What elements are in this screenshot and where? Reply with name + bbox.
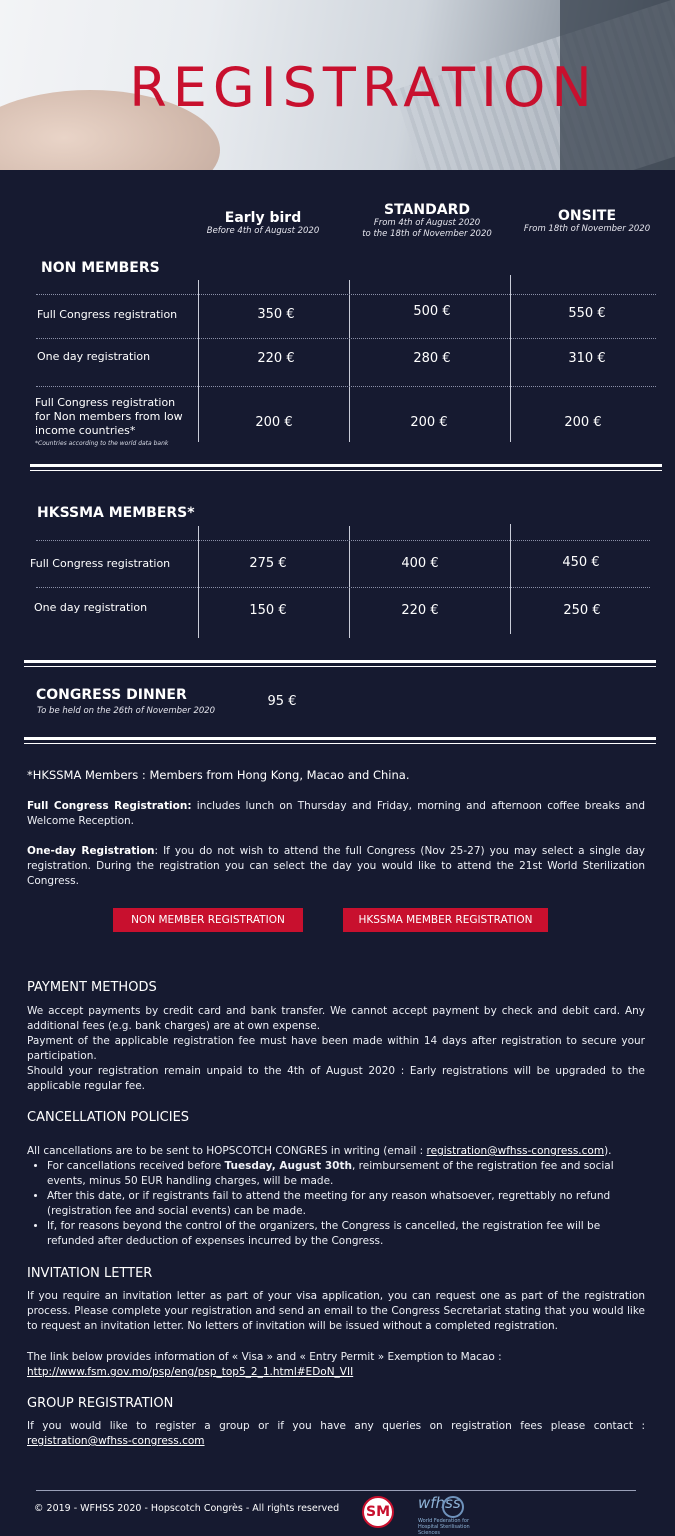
- price-early: 220 €: [257, 351, 295, 366]
- price-early: 200 €: [255, 415, 293, 430]
- wfhss-logo-circle: [442, 1496, 464, 1518]
- visa-info-link[interactable]: http://www.fsm.gov.mo/psp/eng/psp_top5_2_1.html#EDoN_VII: [27, 1366, 354, 1378]
- invitation-p1: If you require an invitation letter as part of your visa application, you can request one as part of the registration process. Please complete your registration and send an email to the Congress Secretariat stating that you would like to request an invitation letter. No letters of invitation will be issued without a completed registration.: [27, 1290, 645, 1332]
- list-item: • If, for reasons beyond the control of the organizers, the Congress is cancelled, the registration fee will be refunded after deduction of expenses incurred by the Congress.: [47, 1219, 645, 1249]
- column-divider: [349, 526, 350, 638]
- payment-p1: We accept payments by credit card and bank transfer. We cannot accept payment by check and debit card. Any additional fees (e.g. bank charges) are at own expense.: [27, 1005, 645, 1032]
- column-title: STANDARD: [384, 202, 470, 218]
- price-early: 350 €: [257, 307, 295, 322]
- group-email-link[interactable]: registration@wfhss-congress.com: [27, 1435, 205, 1447]
- invitation-link-row: [27, 1365, 645, 1380]
- price-standard: 500 €: [413, 304, 451, 319]
- page-title: REGISTRATION: [129, 56, 598, 119]
- row-note: *Countries according to the world data bank: [35, 440, 169, 447]
- price-onsite: 250 €: [563, 603, 601, 618]
- row-label-full-congress: Full Congress registration: [30, 557, 171, 570]
- hkssma-member-registration-button[interactable]: HKSSMA MEMBER REGISTRATION: [343, 908, 548, 932]
- price-onsite: 550 €: [568, 306, 606, 321]
- list-item: • After this date, or if registrants fail to attend the meeting for any reason whatsoever, regrettably no refund (registration fee and social events) can be made.: [47, 1189, 645, 1219]
- dinner-title: CONGRESS DINNER: [36, 687, 187, 703]
- wfhss-logo-subtitle: World Federation for Hospital Sterilisation Sciences: [418, 1518, 470, 1536]
- hero-banner: [0, 0, 675, 170]
- cancellation-email-link[interactable]: registration@wfhss-congress.com: [426, 1145, 605, 1157]
- column-header-early-bird: [188, 210, 338, 237]
- non-member-registration-button[interactable]: NON MEMBER REGISTRATION: [113, 908, 303, 932]
- column-header-onsite: [512, 208, 662, 235]
- section-divider: [24, 660, 656, 667]
- price-onsite: 200 €: [564, 415, 602, 430]
- full-congress-note-label: Full Congress Registration:: [27, 800, 192, 812]
- column-subtitle: From 4th of August 2020: [373, 218, 481, 228]
- wfhss-logo-icon: [418, 1494, 480, 1536]
- price-standard: 400 €: [401, 556, 439, 571]
- column-subtitle: to the 18th of November 2020: [362, 229, 492, 239]
- row-separator: [36, 540, 650, 541]
- column-header-standard: [352, 202, 502, 240]
- price-standard: 200 €: [410, 415, 448, 430]
- group-registration-title: GROUP REGISTRATION: [27, 1396, 174, 1411]
- cancellation-intro: [27, 1144, 645, 1159]
- group-registration-body: If you would like to register a group or if you have any queries on registration fees please contact :: [27, 1420, 645, 1432]
- wfhss-logo-text: wfhss: [418, 1494, 461, 1512]
- cancellation-title: CANCELLATION POLICIES: [27, 1110, 190, 1125]
- price-onsite: 310 €: [568, 351, 606, 366]
- price-standard: 280 €: [413, 351, 451, 366]
- section-divider: [30, 464, 662, 471]
- row-label-low-income: Full Congress registration for Non members from low income countries*: [35, 396, 183, 437]
- cancellation-intro-end: ).: [604, 1145, 612, 1157]
- column-title: ONSITE: [557, 208, 617, 224]
- full-congress-note: [27, 799, 645, 829]
- price-early: 275 €: [249, 556, 287, 571]
- column-divider: [349, 280, 350, 442]
- row-label-one-day: One day registration: [37, 350, 151, 363]
- row-label-full-congress: Full Congress registration: [37, 308, 178, 321]
- column-divider: [510, 275, 511, 442]
- price-onsite: 450 €: [562, 555, 600, 570]
- section-divider: [24, 737, 656, 744]
- price-standard: 220 €: [401, 603, 439, 618]
- invitation-letter-title: INVITATION LETTER: [27, 1266, 153, 1281]
- sm-logo-icon: SM: [362, 1496, 394, 1528]
- footer-copyright: © 2019 - WFHSS 2020 - Hopscotch Congrès - All rights reserved: [34, 1503, 340, 1514]
- column-subtitle: From 18th of November 2020: [523, 224, 651, 234]
- non-members-title: NON MEMBERS: [41, 260, 160, 276]
- column-divider: [198, 526, 199, 638]
- members-title: HKSSMA MEMBERS*: [37, 505, 195, 521]
- one-day-note: [27, 844, 645, 889]
- price-early: 150 €: [249, 603, 287, 618]
- column-title: Early bird: [224, 210, 302, 226]
- row-separator: [36, 386, 656, 387]
- payment-methods-title: PAYMENT METHODS: [27, 980, 157, 995]
- row-separator: [36, 338, 656, 339]
- group-registration-text: [27, 1419, 645, 1449]
- cancellation-intro-text: All cancellations are to be sent to HOPSCOTCH CONGRES in writing (email :: [27, 1145, 427, 1157]
- cancellation-list: [27, 1159, 645, 1249]
- row-separator: [36, 587, 650, 588]
- members-definition: *HKSSMA Members : Members from Hong Kong, Macao and China.: [27, 768, 410, 782]
- one-day-note-label: One-day Registration: [27, 845, 155, 857]
- list-item: [47, 1159, 645, 1189]
- one-day-note-text: : If you do not wish to attend the full Congress (Nov 25-27) you may select a single day registration. During the registration you can select the day you would like to attend the 21st World Sterilization Congress.: [27, 845, 645, 887]
- payment-p3: Should your registration remain unpaid to the 4th of August 2020 : Early registrations will be upgraded to the applicable regular fee.: [27, 1065, 645, 1092]
- row-label-one-day: One day registration: [34, 601, 148, 614]
- column-divider: [198, 280, 199, 442]
- list-item-text: For cancellations received before: [47, 1160, 225, 1172]
- payment-methods-body: [27, 1004, 645, 1094]
- list-item-bold: Tuesday, August 30th: [224, 1160, 352, 1172]
- footer-divider: [36, 1490, 636, 1491]
- row-separator: [36, 294, 656, 295]
- invitation-p2: The link below provides information of « Visa » and « Entry Permit » Exemption to Macao :: [27, 1351, 502, 1363]
- dinner-subtitle: To be held on the 26th of November 2020: [37, 706, 216, 716]
- dinner-price: 95 €: [267, 694, 297, 709]
- full-congress-note-text: includes lunch on Thursday and Friday, morning and afternoon coffee breaks and Welcome Reception.: [27, 800, 645, 827]
- column-subtitle: Before 4th of August 2020: [206, 226, 320, 236]
- list-item-text: , reimbursement of the registration fee and social events, minus 50 EUR handling charges, will be made.: [47, 1160, 614, 1187]
- payment-p2: Payment of the applicable registration fee must have been made within 14 days after registration to secure your participation.: [27, 1035, 645, 1062]
- cancellation-body: [27, 1144, 645, 1249]
